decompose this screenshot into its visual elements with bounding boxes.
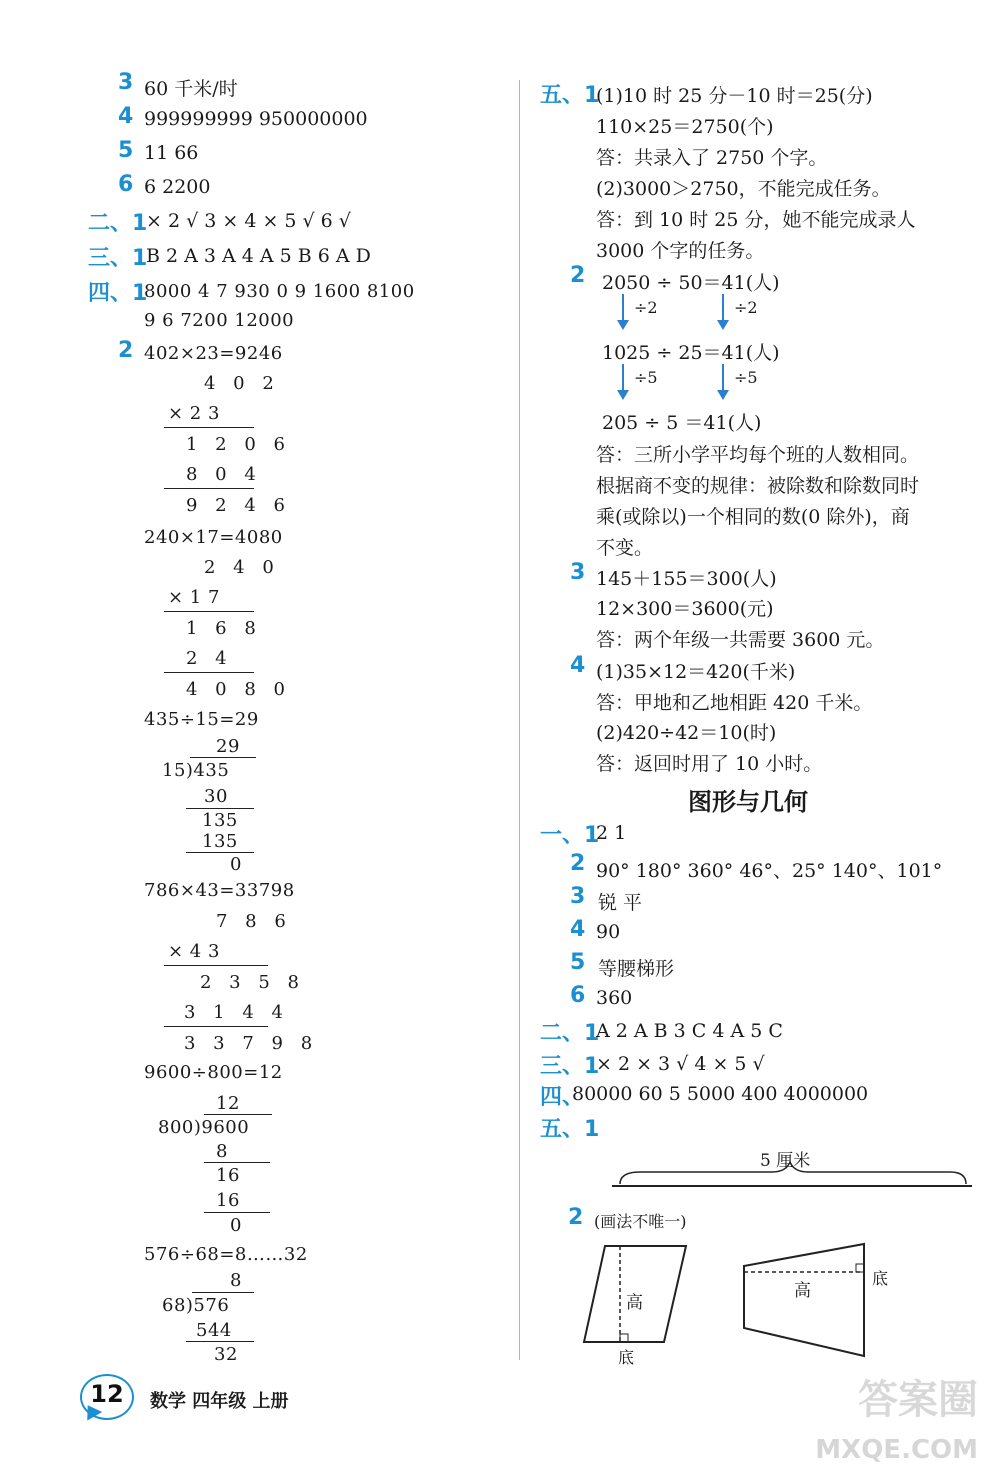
div2-remainder: 0 <box>230 1215 242 1236</box>
wu2-arrow1a <box>622 294 624 322</box>
section-san-label: 三、1 <box>88 246 148 271</box>
div2-bracket <box>204 1114 272 1115</box>
calc2-multiplicand: 2 4 0 <box>204 557 280 578</box>
calc3-result: 3 3 7 9 8 <box>184 1033 319 1054</box>
wu4-line1: (1)35×12＝420(千米) <box>596 661 796 683</box>
g3-number: 3 <box>570 884 586 909</box>
wu1-label: 五、1 <box>540 83 600 108</box>
div1-bracket <box>190 757 256 758</box>
q4-number: 4 <box>118 104 134 129</box>
g1-label: 一、1 <box>540 823 600 848</box>
calc2-result: 4 0 8 0 <box>186 679 291 700</box>
parallelogram-height-label: 高 <box>626 1293 643 1313</box>
q5-answer: 11 66 <box>144 142 199 164</box>
wu4-number: 4 <box>570 653 586 678</box>
wu4-line3: (2)420÷42＝10(时) <box>596 722 777 744</box>
wu2-op1b: ÷2 <box>734 298 758 317</box>
g6-answer: 360 <box>596 987 633 1009</box>
calc3-multiplier: × 4 3 <box>168 941 220 962</box>
section-si-line2: 9 6 7200 12000 <box>144 310 295 331</box>
wu2-answer4: 不变。 <box>596 537 654 559</box>
page-number: 12 <box>90 1380 124 1408</box>
calc2-equation: 240×17=4080 <box>144 527 283 548</box>
wu2-row1: 2050 ÷ 50＝41(人) <box>602 272 780 294</box>
div3-equation: 576÷68=8……32 <box>144 1244 308 1265</box>
gwu2-note: (画法不唯一) <box>594 1212 687 1231</box>
calc1-multiplier: × 2 3 <box>168 403 220 424</box>
q3-answer: 60 千米/时 <box>144 78 238 100</box>
geometry-section-title: 图形与几何 <box>688 788 808 816</box>
section-si-line1: 8000 4 7 930 0 9 1600 8100 <box>144 281 415 302</box>
q4-answer: 999999999 950000000 <box>144 108 368 130</box>
calc3-partial2: 3 1 4 4 <box>184 1002 289 1023</box>
wu3-line1: 145＋155＝300(人) <box>596 568 777 590</box>
watermark-url: MXQE.COM <box>815 1435 978 1465</box>
div1-step2: 135 <box>202 810 238 831</box>
div2-rule1 <box>204 1162 270 1163</box>
wu2-answer2: 根据商不变的规律：被除数和除数同时 <box>596 475 920 497</box>
parallelogram-right-angle <box>620 1334 628 1342</box>
wu1-line5: 答：到 10 时 25 分，她不能完成录人 <box>596 209 916 231</box>
wu3-line2: 12×300＝3600(元) <box>596 598 774 620</box>
gwu2-number: 2 <box>568 1205 584 1230</box>
calc2-multiplier: × 1 7 <box>168 587 220 608</box>
calc1-equation: 402×23=9246 <box>144 343 283 364</box>
wu4-line2: 答：甲地和乙地相距 420 千米。 <box>596 692 873 714</box>
section-san-answers: B 2 A 3 A 4 A 5 B 6 A D <box>146 245 371 267</box>
g6-number: 6 <box>570 983 586 1008</box>
calc2-partial1: 1 6 8 <box>186 618 262 639</box>
div3-step1: 544 <box>196 1320 232 1341</box>
wu1-line3: 答：共录入了 2750 个字。 <box>596 147 828 169</box>
trapezoid-height-label: 高 <box>794 1281 811 1301</box>
div2-setup: 800)9600 <box>158 1117 250 1138</box>
wu4-line4: 答：返回时用了 10 小时。 <box>596 753 823 775</box>
gsi-answers: 80000 60 5 5000 400 4000000 <box>572 1083 869 1105</box>
segment-length-label: 5 厘米 <box>760 1151 811 1171</box>
q3-number: 3 <box>118 70 134 95</box>
calc3-partial1: 2 3 5 8 <box>200 972 305 993</box>
div1-equation: 435÷15=29 <box>144 709 259 730</box>
div1-step1: 30 <box>204 786 228 807</box>
gsan-label: 三、1 <box>540 1054 600 1079</box>
wu1-line1: (1)10 时 25 分－10 时＝25(分) <box>596 85 873 107</box>
calc1-rule1 <box>164 427 254 428</box>
div2-quotient: 12 <box>216 1093 240 1114</box>
g5-number: 5 <box>570 950 586 975</box>
wu2-op2b: ÷5 <box>734 368 758 387</box>
wu2-answer3: 乘(或除以)一个相同的数(0 除外)，商 <box>596 506 910 528</box>
div2-step1: 8 <box>216 1141 228 1162</box>
div2-equation: 9600÷800=12 <box>144 1062 283 1083</box>
wu1-line6: 3000 个字的任务。 <box>596 240 765 262</box>
calc1-result: 9 2 4 6 <box>186 495 291 516</box>
wu1-line2: 110×25＝2750(个) <box>596 116 774 138</box>
wu2-row3: 205 ÷ 5 ＝41(人) <box>602 412 762 434</box>
section-er-label: 二、1 <box>88 211 148 236</box>
div2-step2: 16 <box>216 1165 240 1186</box>
trapezoid-right-angle <box>856 1264 864 1272</box>
parallelogram-base-label: 底 <box>618 1348 635 1367</box>
g3-answer: 锐 平 <box>598 892 643 914</box>
calc1-partial1: 1 2 0 6 <box>186 434 291 455</box>
div3-quotient: 8 <box>230 1270 242 1291</box>
wu3-line3: 答：两个年级一共需要 3600 元。 <box>596 629 885 651</box>
calc1-multiplicand: 4 0 2 <box>204 373 280 394</box>
section-si-label: 四、1 <box>88 281 148 306</box>
wu2-row2: 1025 ÷ 25＝41(人) <box>602 342 780 364</box>
wu2-answer1: 答：三所小学平均每个班的人数相同。 <box>596 444 920 466</box>
wu2-arrow1b <box>722 294 724 322</box>
div1-setup: 15)435 <box>162 760 230 781</box>
div3-rule1 <box>186 1341 254 1342</box>
q5-number: 5 <box>118 138 134 163</box>
div1-step3: 135 <box>202 831 238 852</box>
section-er-answers: × 2 √ 3 × 4 × 5 √ 6 √ <box>146 210 351 232</box>
calc1-partial2: 8 0 4 <box>186 464 262 485</box>
ger-label: 二、1 <box>540 1021 600 1046</box>
wu2-number: 2 <box>570 263 586 288</box>
calc2-rule1 <box>164 611 254 612</box>
wu2-arrow2a <box>622 364 624 392</box>
calc3-equation: 786×43=33798 <box>144 880 295 901</box>
div3-bracket <box>192 1292 254 1293</box>
g4-number: 4 <box>570 917 586 942</box>
div3-setup: 68)576 <box>162 1295 230 1316</box>
calc3-multiplicand: 7 8 6 <box>216 911 292 932</box>
div1-remainder: 0 <box>230 854 242 875</box>
calc3-rule1 <box>164 965 268 966</box>
calc3-rule2 <box>164 1026 268 1027</box>
footer-book-title: 数学 四年级 上册 <box>150 1391 289 1412</box>
si2-number: 2 <box>118 338 134 363</box>
calc2-partial2: 2 4 <box>186 648 233 669</box>
calc2-rule2 <box>164 672 254 673</box>
g2-answer: 90° 180° 360° 46°、25° 140°、101° <box>596 860 943 882</box>
wu2-arrow2b <box>722 364 724 392</box>
g2-number: 2 <box>570 851 586 876</box>
gsi-label: 四、 <box>540 1085 585 1110</box>
div1-quotient: 29 <box>216 736 240 757</box>
calc1-rule2 <box>164 488 254 489</box>
q6-number: 6 <box>118 172 134 197</box>
g5-answer: 等腰梯形 <box>598 958 675 980</box>
watermark-logo: 答案圈 <box>858 1377 978 1423</box>
g1-answer: 2 1 <box>596 822 627 844</box>
div1-rule2 <box>186 852 254 853</box>
div2-step3: 16 <box>216 1190 240 1211</box>
gwu-label: 五、1 <box>540 1117 600 1142</box>
trapezoid-base-label: 底 <box>872 1269 889 1288</box>
ger-answers: A 2 A B 3 C 4 A 5 C <box>596 1020 783 1042</box>
q6-answer: 6 2200 <box>144 176 211 198</box>
wu3-number: 3 <box>570 560 586 585</box>
wu2-op1a: ÷2 <box>634 298 658 317</box>
div2-rule2 <box>204 1212 270 1213</box>
column-divider <box>519 80 520 1360</box>
div3-remainder: 32 <box>214 1344 238 1365</box>
gsan-answers: × 2 × 3 √ 4 × 5 √ <box>596 1053 765 1075</box>
div1-rule1 <box>186 808 254 809</box>
g4-answer: 90 <box>596 921 621 943</box>
wu2-op2a: ÷5 <box>634 368 658 387</box>
wu1-line4: (2)3000＞2750，不能完成任务。 <box>596 178 891 200</box>
